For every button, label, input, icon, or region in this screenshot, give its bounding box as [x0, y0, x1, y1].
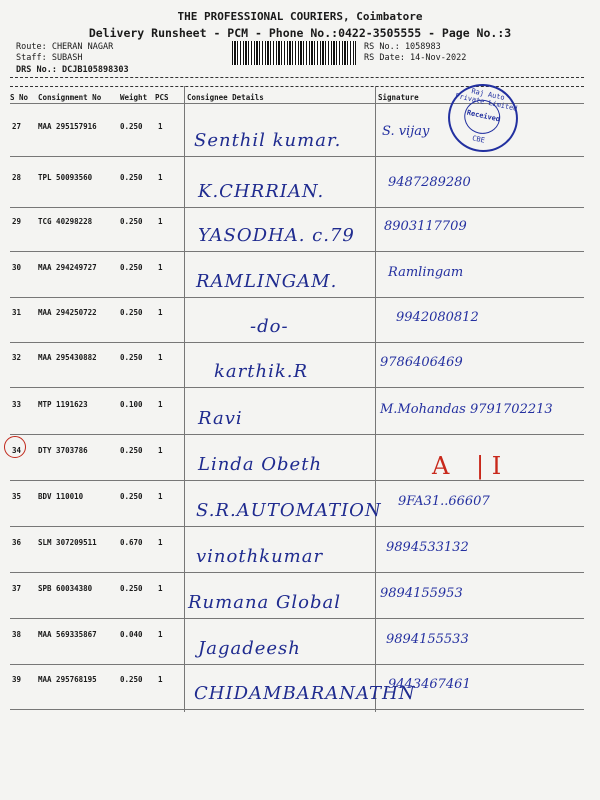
row-consignee-name: Jagadeesh — [198, 638, 301, 659]
row-pcs: 1 — [158, 675, 163, 684]
row-consignee-name: YASODHA. c.79 — [198, 225, 355, 246]
row-signature: 9443467461 — [388, 677, 471, 692]
row-consignment: MAA 295430882 — [38, 353, 97, 362]
row-weight: 0.100 — [120, 400, 143, 409]
row-sno: 32 — [12, 353, 22, 362]
red-mark-i: | I — [476, 452, 502, 480]
row-weight: 0.670 — [120, 538, 143, 547]
row-sno: 27 — [12, 122, 22, 131]
row-consignment: MAA 294250722 — [38, 308, 97, 317]
row-weight: 0.250 — [120, 584, 143, 593]
row-consignee-name: Ravi — [198, 408, 243, 429]
row-weight: 0.250 — [120, 446, 143, 455]
row-divider — [10, 618, 584, 619]
row-sno: 36 — [12, 538, 22, 547]
row-pcs: 1 — [158, 538, 163, 547]
row-consignment: DTY 3703786 — [38, 446, 88, 455]
row-weight: 0.250 — [120, 173, 143, 182]
row-pcs: 1 — [158, 446, 163, 455]
row-weight: 0.250 — [120, 353, 143, 362]
row-consignment: MTP 1191623 — [38, 400, 88, 409]
red-mark-a: A — [432, 452, 450, 480]
row-pcs: 1 — [158, 173, 163, 182]
row-sno: 33 — [12, 400, 22, 409]
row-divider — [10, 387, 584, 388]
doc-subtitle: Delivery Runsheet - PCM - Phone No.:0422-3505555 - Page No.:3 — [88, 26, 512, 40]
row-signature: 9FA31..66607 — [398, 494, 490, 509]
row-weight: 0.040 — [120, 630, 143, 639]
row-pcs: 1 — [158, 584, 163, 593]
row-weight: 0.250 — [120, 492, 143, 501]
stamp-company: Raj Auto Private Limited — [454, 87, 519, 113]
row-consignment: BDV 110010 — [38, 492, 84, 501]
row-sno: 35 — [12, 492, 22, 501]
row-sno: 38 — [12, 630, 22, 639]
row-signature: 9894155533 — [386, 632, 469, 647]
rs-number: RS No.: 1058983 — [364, 42, 441, 52]
row-weight: 0.250 — [120, 217, 143, 226]
row-signature: 9894155953 — [380, 586, 463, 601]
col-consignment: Consignment No — [38, 93, 102, 102]
row-weight: 0.250 — [120, 263, 143, 272]
row-divider — [10, 434, 584, 435]
row-consignee-name: K.CHRRIAN. — [198, 181, 325, 202]
row-divider — [10, 251, 584, 252]
col-sno: S No — [10, 93, 29, 102]
row-pcs: 1 — [158, 263, 163, 272]
row-divider — [10, 342, 584, 343]
row-consignment: MAA 295157916 — [38, 122, 97, 131]
row-divider — [10, 526, 584, 527]
row-pcs: 1 — [158, 122, 163, 131]
row-sno: 39 — [12, 675, 22, 684]
row-signature: S. vijay — [382, 124, 430, 139]
col-pcs: PCS — [155, 93, 169, 102]
row-divider — [10, 709, 584, 710]
row-consignment: SPB 60034380 — [38, 584, 93, 593]
row-pcs: 1 — [158, 217, 163, 226]
row-consignment: MAA 569335867 — [38, 630, 97, 639]
row-divider — [10, 156, 584, 157]
staff-label: Staff: SUBASH — [16, 53, 83, 63]
row-divider — [10, 297, 584, 298]
row-sno: 29 — [12, 217, 22, 226]
row-consignment: SLM 307209511 — [38, 538, 97, 547]
row-consignee-name: Linda Obeth — [198, 454, 323, 475]
rs-date: RS Date: 14-Nov-2022 — [364, 53, 467, 63]
row-weight: 0.250 — [120, 122, 143, 131]
row-consignee-name: -do- — [250, 316, 289, 337]
row-signature: 9487289280 — [388, 175, 471, 190]
row-consignee-name: RAMLINGAM. — [196, 271, 338, 292]
doc-title: THE PROFESSIONAL COURIERS, Coimbatore — [177, 10, 423, 23]
row-consignment: MAA 294249727 — [38, 263, 97, 272]
row-signature: Ramlingam — [388, 265, 464, 280]
route-label: Route: CHERAN NAGAR — [16, 42, 114, 52]
row-consignee-name: karthik.R — [214, 361, 309, 382]
col-signature: Signature — [378, 93, 419, 102]
row-signature: 8903117709 — [384, 219, 467, 234]
row-pcs: 1 — [158, 492, 163, 501]
row-sno: 37 — [12, 584, 22, 593]
row-divider — [10, 664, 584, 665]
drs-number: DRS No.: DCJB105898303 — [16, 65, 129, 75]
row-sno: 28 — [12, 173, 22, 182]
row-marker-circle — [4, 436, 26, 458]
barcode — [232, 41, 356, 65]
stamp-city: CBE — [471, 134, 486, 145]
company-stamp — [442, 77, 525, 158]
row-pcs: 1 — [158, 308, 163, 317]
row-signature: 9894533132 — [386, 540, 469, 555]
row-signature: M.Mohandas 9791702213 — [380, 402, 553, 417]
row-consignee-name: Senthil kumar. — [194, 130, 342, 151]
row-consignment: MAA 295768195 — [38, 675, 97, 684]
row-pcs: 1 — [158, 400, 163, 409]
row-sno: 30 — [12, 263, 22, 272]
row-signature: 9942080812 — [396, 310, 479, 325]
row-sno: 31 — [12, 308, 22, 317]
row-weight: 0.250 — [120, 308, 143, 317]
row-pcs: 1 — [158, 630, 163, 639]
row-weight: 0.250 — [120, 675, 143, 684]
row-divider — [10, 480, 584, 481]
row-consignment: TCG 40298228 — [38, 217, 93, 226]
row-pcs: 1 — [158, 353, 163, 362]
stamp-received: Received — [466, 108, 501, 124]
row-divider — [10, 207, 584, 208]
col-consignee: Consignee Details — [187, 93, 264, 102]
row-consignee-name: vinothkumar — [196, 546, 324, 567]
header-divider — [10, 77, 584, 78]
row-sno: 34 — [12, 446, 22, 455]
row-consignment: TPL 50093560 — [38, 173, 93, 182]
col-weight: Weight — [120, 93, 148, 102]
row-divider — [10, 572, 584, 573]
row-signature: 9786406469 — [380, 355, 463, 370]
row-consignee-name: S.R.AUTOMATION — [196, 500, 382, 521]
row-consignee-name: CHIDAMBARANATHN — [194, 683, 416, 704]
row-consignee-name: Rumana Global — [188, 592, 341, 613]
